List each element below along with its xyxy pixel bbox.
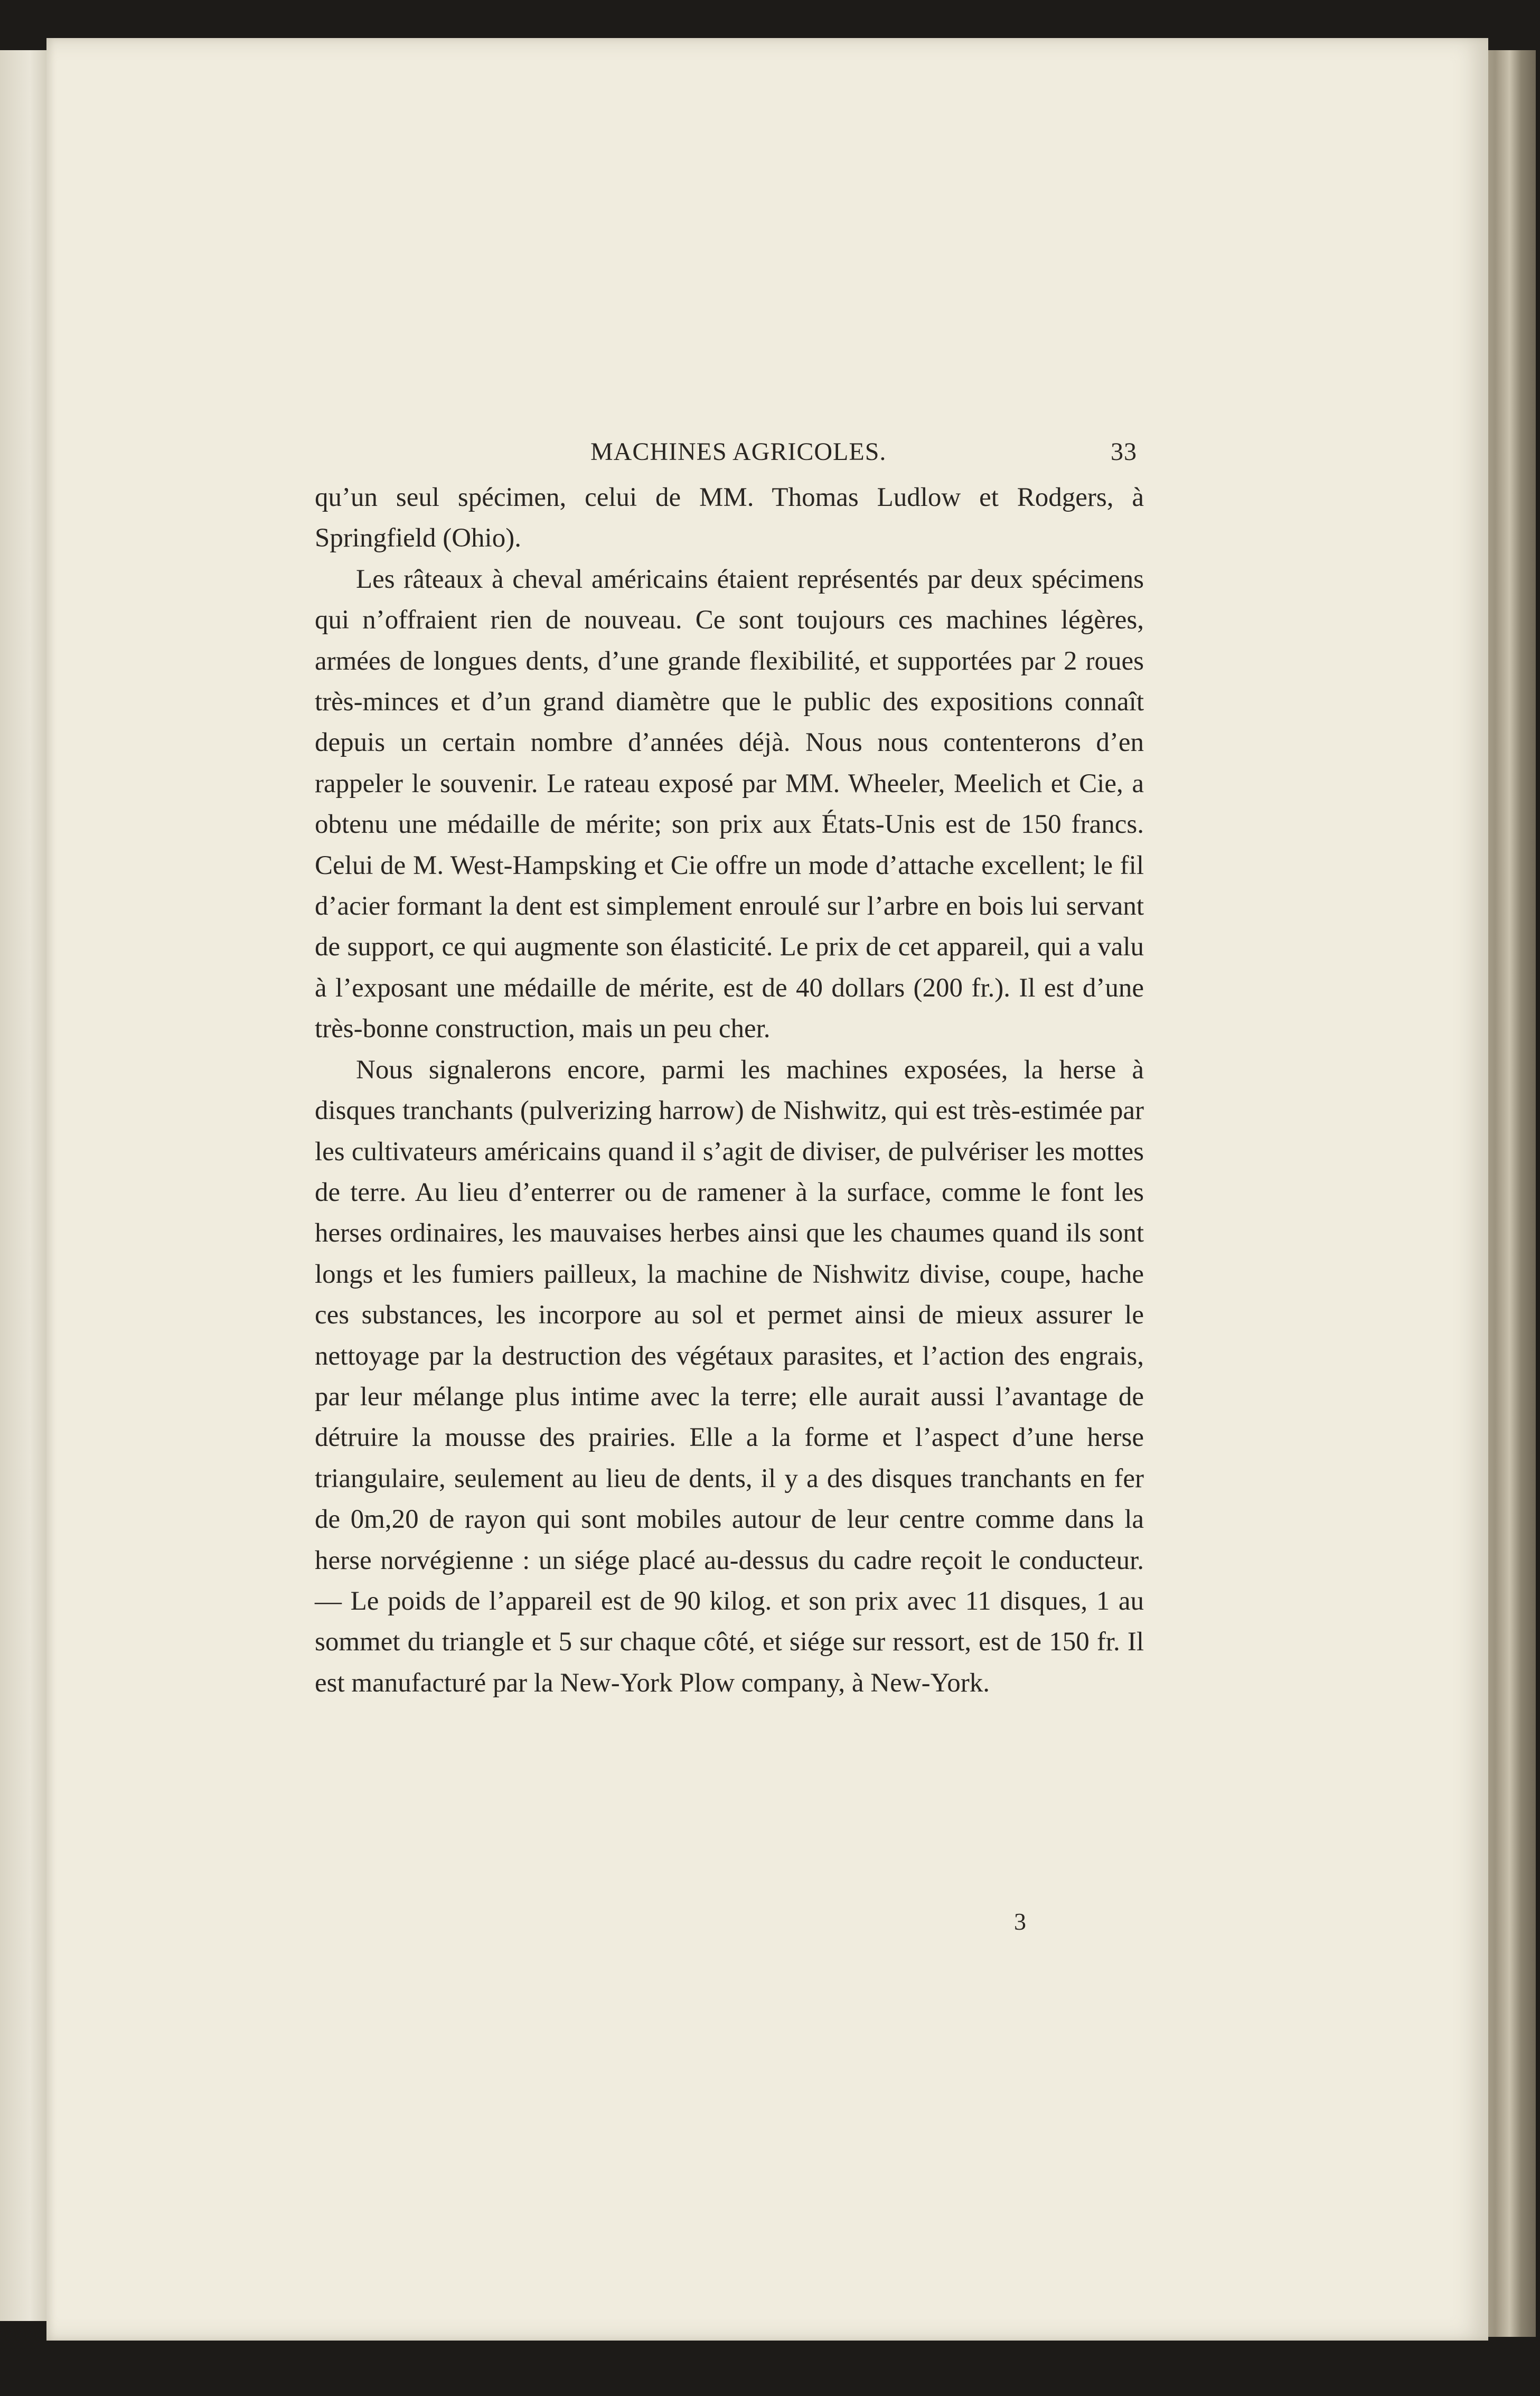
body-text xyxy=(315,477,1144,1704)
signature-mark: 3 xyxy=(1014,1908,1026,1935)
adjacent-page-edge xyxy=(0,50,50,2321)
paragraph-3: Nous signalerons encore, parmi les machines exposées, la herse à disques tranchants (pulverizing harrow) de Nishwitz, qui est très-estimée par les cultivateurs américains quand il s’agit de diviser, de pulvériser les mottes de terre. Au lieu d’enterrer ou de ramener à la surface, comme le font les herses ordinaires, les mauvaises herbes ainsi que les chaumes quand ils sont longs et les fumiers pailleux, la machine de Nishwitz divise, coupe, hache ces substances, les incorpore au sol et permet ainsi de mieux assurer le nettoyage par la destruction des végétaux parasites, et l’action des engrais, par leur mélange plus intime avec la terre; elle aurait aussi l’avantage de détruire la mousse des prairies. Elle a la forme et l’aspect d’une herse triangulaire, seulement au lieu de dents, il y a des disques tranchants en fer de 0m,20 de rayon qui sont mobiles autour de leur centre comme dans la herse norvégienne : un siége placé au-dessus du cadre reçoit le conducteur. — Le poids de l’appareil est de 90 kilog. et son prix avec 11 disques, 1 au sommet du triangle et 5 sur chaque côté, et siége sur ressort, est de 150 fr. Il est manufacturé par la New-York Plow company, à New-York. xyxy=(315,1055,1144,1698)
page-number: 33 xyxy=(1111,438,1137,466)
paragraph-1: qu’un seul spécimen, celui de MM. Thomas Ludlow et Rodgers, à Springfield (Ohio). xyxy=(315,483,1144,553)
book-page xyxy=(46,38,1488,2341)
running-head-title: MACHINES AGRICOLES. xyxy=(590,438,887,466)
running-head xyxy=(590,437,1137,480)
paragraph-2: Les râteaux à cheval américains étaient représentés par deux spécimens qui n’offraient rien de nouveau. Ce sont toujours ces machines légères, armées de longues dents, d’une grande flexibilité, et supportées par 2 roues très-minces et d’un grand diamètre que le public des expositions connaît depuis un certain nombre d’années déjà. Nous nous contenterons d’en rappeler le souvenir. Le rateau exposé par MM. Wheeler, Meelich et Cie, a obtenu une médaille de mérite; son prix aux États-Unis est de 150 francs. Celui de M. West-Hampsking et Cie offre un mode d’attache excellent; le fil d’acier formant la dent est simplement enroulé sur l’arbre en bois lui servant de support, ce qui augmente son élasticité. Le prix de cet appareil, qui a valu à l’exposant une médaille de mérite, est de 40 dollars (200 fr.). Il est d’une très-bonne construction, mais un peu cher. xyxy=(315,564,1144,1044)
